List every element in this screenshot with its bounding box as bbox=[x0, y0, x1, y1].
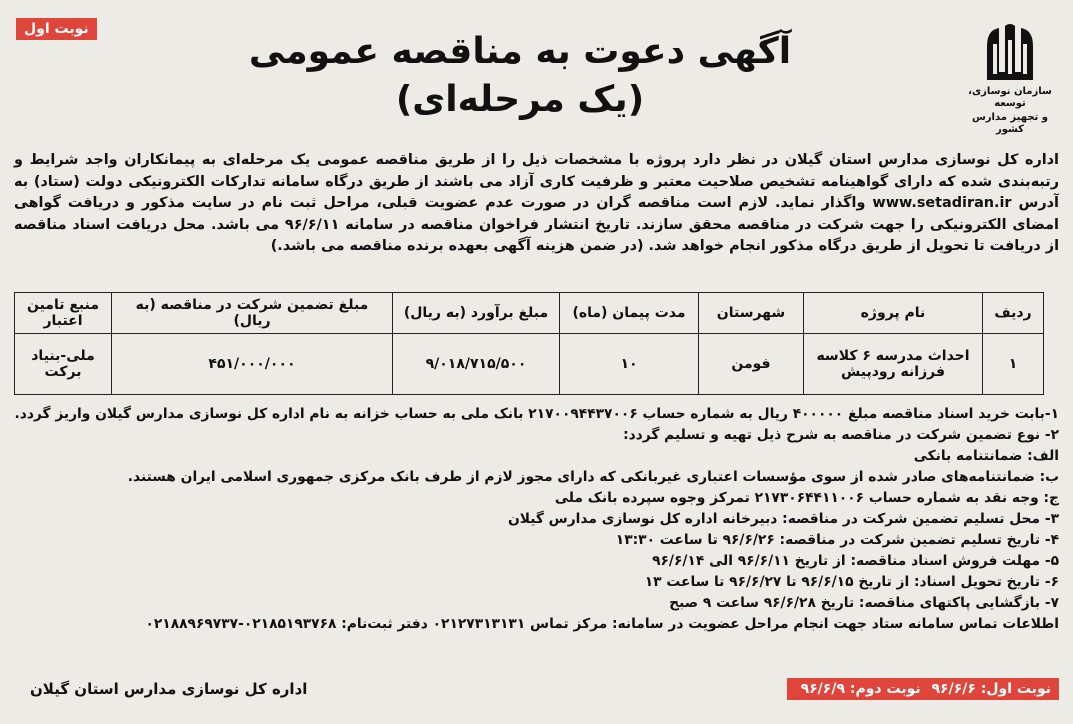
table-header-row bbox=[15, 293, 1044, 334]
first-round-date: نوبت اول: ۹۶/۶/۶ bbox=[931, 681, 1051, 697]
condition-item: ج: وجه نقد به شماره حساب ۲۱۷۳۰۶۴۴۱۱۰۰۶ تمرکز وجوه سپرده بانک ملی bbox=[554, 490, 1059, 506]
header-guarantee: مبلغ تضمین شرکت در مناقصه (به ریال) bbox=[112, 293, 393, 334]
condition-item: ۵- مهلت فروش اسناد مناقصه: از تاریخ ۹۶/۶/۱۱ الی ۹۶/۶/۱۴ bbox=[652, 553, 1059, 569]
page-subtitle: (یک مرحله‌ای) bbox=[395, 79, 645, 120]
header-duration: مدت پیمان (ماه) bbox=[560, 293, 699, 334]
condition-item: ۶- تاریخ تحویل اسناد: از تاریخ ۹۶/۶/۱۵ تا ۹۶/۶/۲۷ تا ساعت ۱۳ bbox=[644, 574, 1059, 590]
cell-guarantee: ۴۵۱/۰۰۰/۰۰۰ bbox=[112, 334, 393, 395]
condition-item: ۲- نوع تضمین شرکت در مناقصه به شرح ذیل تهیه و تسلیم گردد: bbox=[623, 427, 1059, 443]
cell-duration: ۱۰ bbox=[560, 334, 699, 395]
header-row-number: ردیف bbox=[983, 293, 1044, 334]
condition-item: الف: ضمانتنامه بانکی bbox=[913, 448, 1059, 464]
cell-funding: ملی-بنیاد برکت bbox=[15, 334, 112, 395]
cell-row-number: ۱ bbox=[983, 334, 1044, 395]
contact-info: اطلاعات تماس سامانه ستاد جهت انجام مراحل عضویت در سامانه: مرکز تماس ۰۲۱۲۷۳۱۳۱۳۱ دفتر ثبت‌نام: ۰۲۱۸۵۱۹۳۷۶۸-۰۲۱۸۸۹۶۹۷۳۷ bbox=[145, 616, 1059, 632]
logo bbox=[965, 22, 1055, 136]
publication-dates bbox=[787, 678, 1059, 700]
header-project-name: نام پروژه bbox=[804, 293, 983, 334]
table-row bbox=[15, 334, 1044, 395]
setad-url: www.setadiran.ir bbox=[872, 195, 1012, 211]
condition-item: ب: ضمانتنامه‌های صادر شده از سوی مؤسسات اعتباری غیربانکی که دارای مجوز لازم از طرف بانک مرکزی جمهوری اسلامی ایران هستند. bbox=[127, 469, 1059, 485]
condition-item: ۴- تاریخ تسلیم تضمین شرکت در مناقصه: ۹۶/۶/۲۶ تا ساعت ۱۳:۳۰ bbox=[615, 532, 1059, 548]
condition-item: ۱-بابت خرید اسناد مناقصه مبلغ ۴۰۰۰۰۰ ریال به شماره حساب ۲۱۷۰۰۹۴۴۳۷۰۰۶ بانک ملی به حساب خزانه به نام اداره کل نوسازی مدارس گیلان واریز گردد. bbox=[14, 406, 1059, 422]
header-funding: منبع تامین اعتبار bbox=[15, 293, 112, 334]
header-city: شهرستان bbox=[699, 293, 804, 334]
condition-item: ۳- محل تسلیم تضمین شرکت در مناقصه: دبیرخانه اداره کل نوسازی مدارس گیلان bbox=[507, 511, 1059, 527]
header-estimate: مبلغ برآورد (به ریال) bbox=[393, 293, 560, 334]
round-badge: نوبت اول bbox=[16, 18, 97, 40]
cell-project-name: احداث مدرسه ۶ کلاسه فرزانه رودپیش bbox=[804, 334, 983, 395]
second-round-date: نوبت دوم: ۹۶/۶/۹ bbox=[800, 681, 921, 697]
signature: اداره کل نوسازی مدارس استان گیلان bbox=[30, 680, 308, 698]
title-block bbox=[150, 28, 890, 124]
intro-paragraph bbox=[14, 150, 1059, 258]
conditions-list bbox=[14, 404, 1059, 635]
org-name-line1: سازمان نوسازی، توسعه bbox=[968, 86, 1052, 109]
project-table bbox=[14, 292, 1044, 395]
cell-city: فومن bbox=[699, 334, 804, 395]
condition-item: ۷- بازگشایی پاکتهای مناقصه: تاریخ ۹۶/۶/۲۸ ساعت ۹ صبح bbox=[669, 595, 1059, 611]
org-name-line2: و تجهیز مدارس کشور bbox=[972, 112, 1048, 135]
page-title: آگهی دعوت به مناقصه عمومی bbox=[248, 31, 792, 72]
intro-text-1: اداره کل نوسازی مدارس استان گیلان در نظر دارد پروژه با مشخصات ذیل را از طریق مناقصه عمومی یک مرحله‌ای به پیمانکاران واجد شرایط و رتبه‌بندی شده که دارای گواهینامه تشخیص صلاحیت معتبر و ظرفیت کاری آزاد می باشند از طریق درگاه سامانه تدارکات الکترونیکی دولت (ستاد) به آدرس bbox=[14, 152, 1059, 211]
intro-text-2: واگذار نماید. لازم است مناقصه گران در صورت عدم عضویت قبلی، مراحل ثبت نام در سایت مذکور و دریافت گواهی امضای الکترونیکی را جهت شرکت در مناقصه محقق سازند. تاریخ انتشار فراخوان مناقصه در سامانه ۹۶/۶/۱۱ می باشد. محل دریافت اسناد مناقصه از دریافت تا تحویل از طریق درگاه مذکور انجام خواهد شد. (در ضمن هزینه آگهی بعهده برنده مناقصه می باشد.) bbox=[14, 195, 1059, 254]
organization-logo-icon bbox=[979, 22, 1041, 84]
cell-estimate: ۹/۰۱۸/۷۱۵/۵۰۰ bbox=[393, 334, 560, 395]
